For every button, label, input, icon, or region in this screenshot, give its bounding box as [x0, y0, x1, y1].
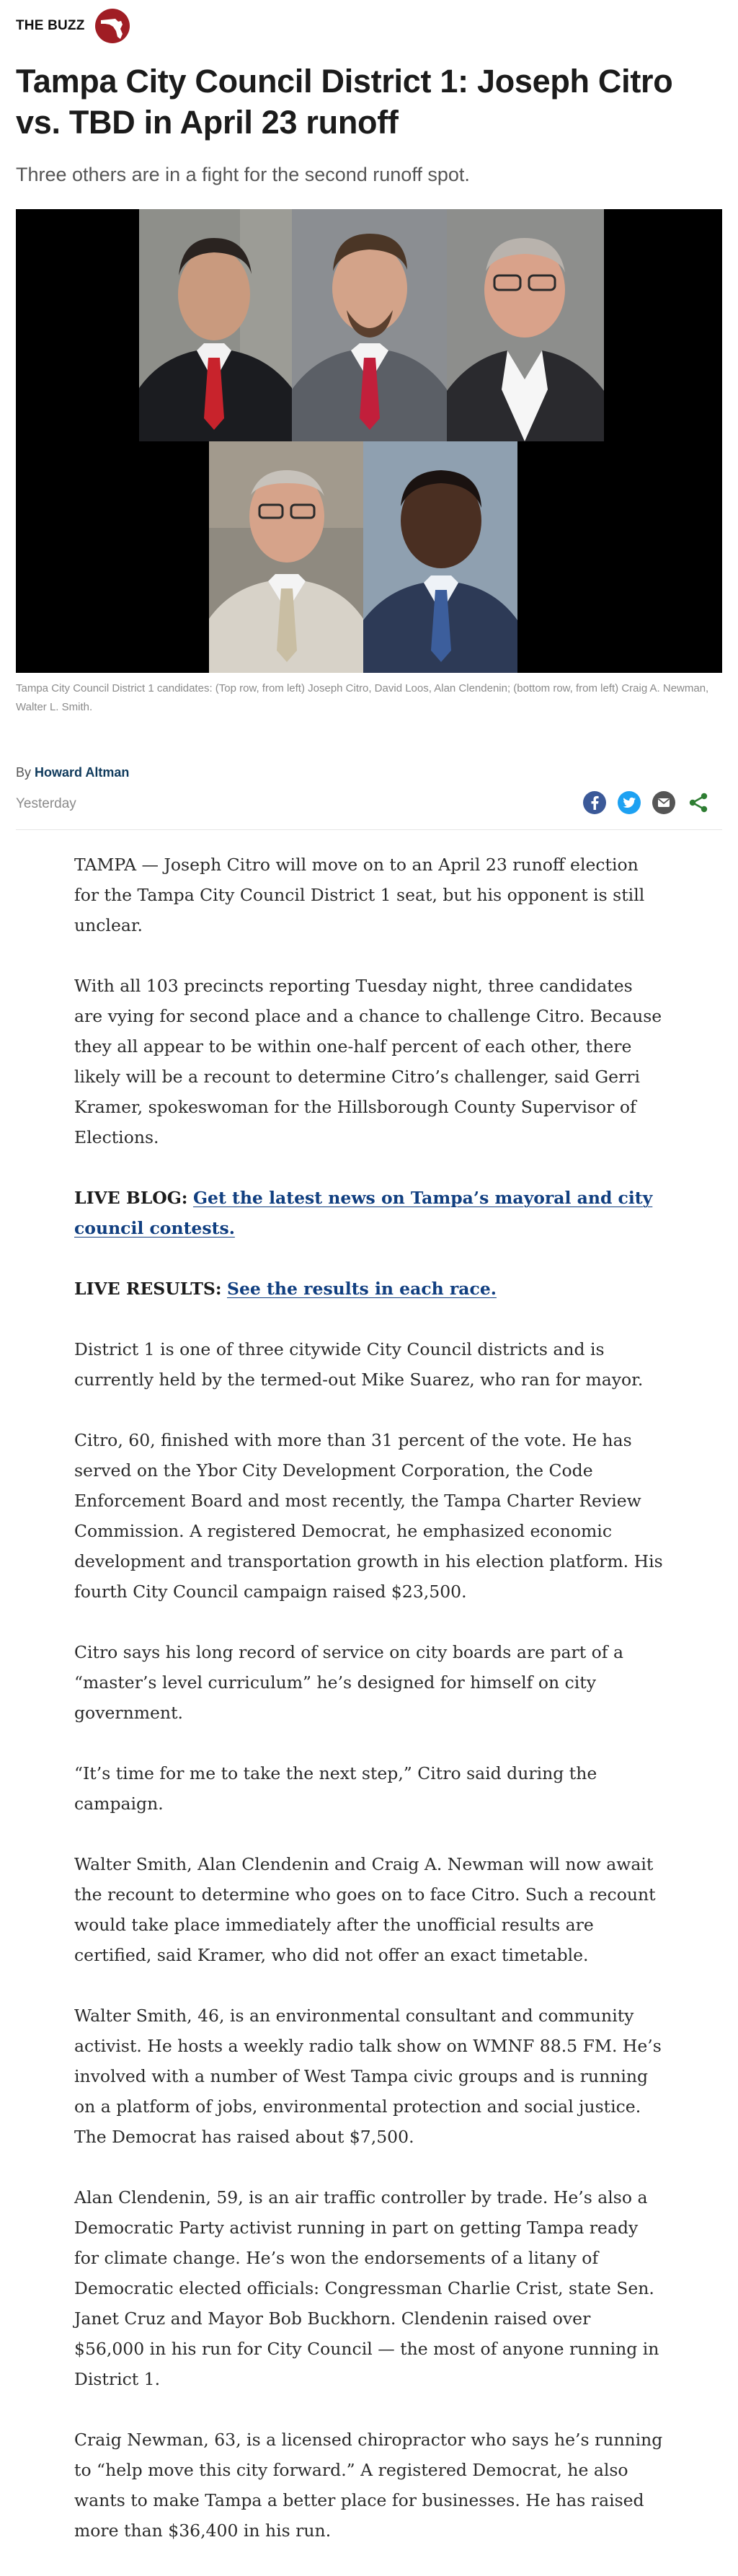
section-name[interactable]: THE BUZZ	[16, 18, 85, 33]
live-blog-label: LIVE BLOG:	[74, 1188, 188, 1208]
article-dek: Three others are in a fight for the second runoff spot.	[16, 164, 470, 185]
byline	[16, 765, 129, 780]
live-results-label: LIVE RESULTS:	[74, 1279, 222, 1299]
paragraph: Citro says his long record of service on city boards are part of a “master’s level curriculum” he’s designed for himself on city government.	[74, 1642, 623, 1723]
share-icon[interactable]	[686, 790, 711, 815]
article-body	[74, 850, 665, 2576]
article-headline: Tampa City Council District 1: Joseph Citro vs. TBD in April 23 runoff	[16, 63, 673, 141]
paragraph: “It’s time for me to take the next step,” Citro said during the campaign.	[74, 1763, 597, 1814]
live-results-link[interactable]: See the results in each race.	[226, 1279, 497, 1299]
byline-prefix: By	[16, 765, 32, 780]
email-icon[interactable]	[652, 790, 676, 815]
twitter-icon[interactable]	[617, 790, 641, 815]
florida-state-logo-icon[interactable]	[94, 7, 131, 45]
portrait-alan-clendenin	[447, 209, 604, 441]
paragraph: Alan Clendenin, 59, is an air traffic controller by trade. He’s also a Democratic Party activist running in part on getting Tampa ready for climate change. He’s won the endorsements of a litany of Democratic elected officials: Congressman Charlie Crist, state Sen. Janet Cruz and Mayor Bob Buckhorn. Clendenin raised over $56,000 in his run for City Council — the most of anyone running in District 1.	[74, 2187, 659, 2389]
live-blog-promo	[74, 1183, 665, 1243]
paragraph: TAMPA — Joseph Citro will move on to an April 23 runoff election for the Tampa City Council District 1 seat, but his opponent is still unclear.	[74, 855, 645, 935]
photo-caption: Tampa City Council District 1 candidates: (Top row, from left) Joseph Citro, David Loos, Alan Clendenin; (bottom row, from left) Craig A. Newman, Walter L. Smith.	[16, 682, 709, 713]
portrait-joseph-citro	[139, 209, 292, 441]
paragraph: Walter Smith, 46, is an environmental consultant and community activist. He hosts a weekly radio talk show on WMNF 88.5 FM. He’s involved with a number of West Tampa civic groups and is running on a platform of jobs, environmental protection and social justice. The Democrat has raised about $7,500.	[74, 2006, 662, 2147]
live-results-promo	[74, 1274, 665, 1304]
paragraph: District 1 is one of three citywide City Council districts and is currently held by the termed-out Mike Suarez, who ran for mayor.	[74, 1339, 644, 1390]
publish-date: Yesterday	[16, 796, 76, 811]
facebook-icon[interactable]	[582, 790, 607, 815]
candidates-photo	[16, 209, 722, 673]
share-bar	[582, 790, 711, 815]
top-bar	[16, 10, 131, 42]
portrait-walter-smith	[363, 441, 517, 673]
author-link[interactable]: Howard Altman	[35, 765, 130, 780]
live-blog-link[interactable]: Get the latest news on Tampa’s mayoral and city council contests.	[74, 1188, 653, 1238]
paragraph: Citro, 60, finished with more than 31 percent of the vote. He has served on the Ybor City Development Corporation, the Code Enforcement Board and most recently, the Tampa Charter Review Commission. A registered Democrat, he emphasized economic development and transportation growth in his election platform. His fourth City Council campaign raised $23,500.	[74, 1430, 663, 1602]
paragraph: Walter Smith, Alan Clendenin and Craig A. Newman will now await the recount to determine who goes on to face Citro. Such a recount would take place immediately after the unofficial results are certified, said Kramer, who did not offer an exact timetable.	[74, 1854, 656, 1965]
divider	[16, 829, 722, 830]
paragraph: Craig Newman, 63, is a licensed chiropractor who says he’s running to “help move this city forward.” A registered Democrat, he also wants to make Tampa a better place for businesses. He has raised more than $36,400 in his run.	[74, 2430, 663, 2541]
portrait-david-loos	[292, 209, 447, 441]
paragraph: With all 103 precincts reporting Tuesday night, three candidates are vying for second place and a chance to challenge Citro. Because they all appear to be within one-half percent of each other, there likely will be a recount to determine Citro’s challenger, said Gerri Kramer, spokeswoman for the Hillsborough County Supervisor of Elections.	[74, 976, 662, 1147]
portrait-craig-newman	[209, 441, 363, 673]
